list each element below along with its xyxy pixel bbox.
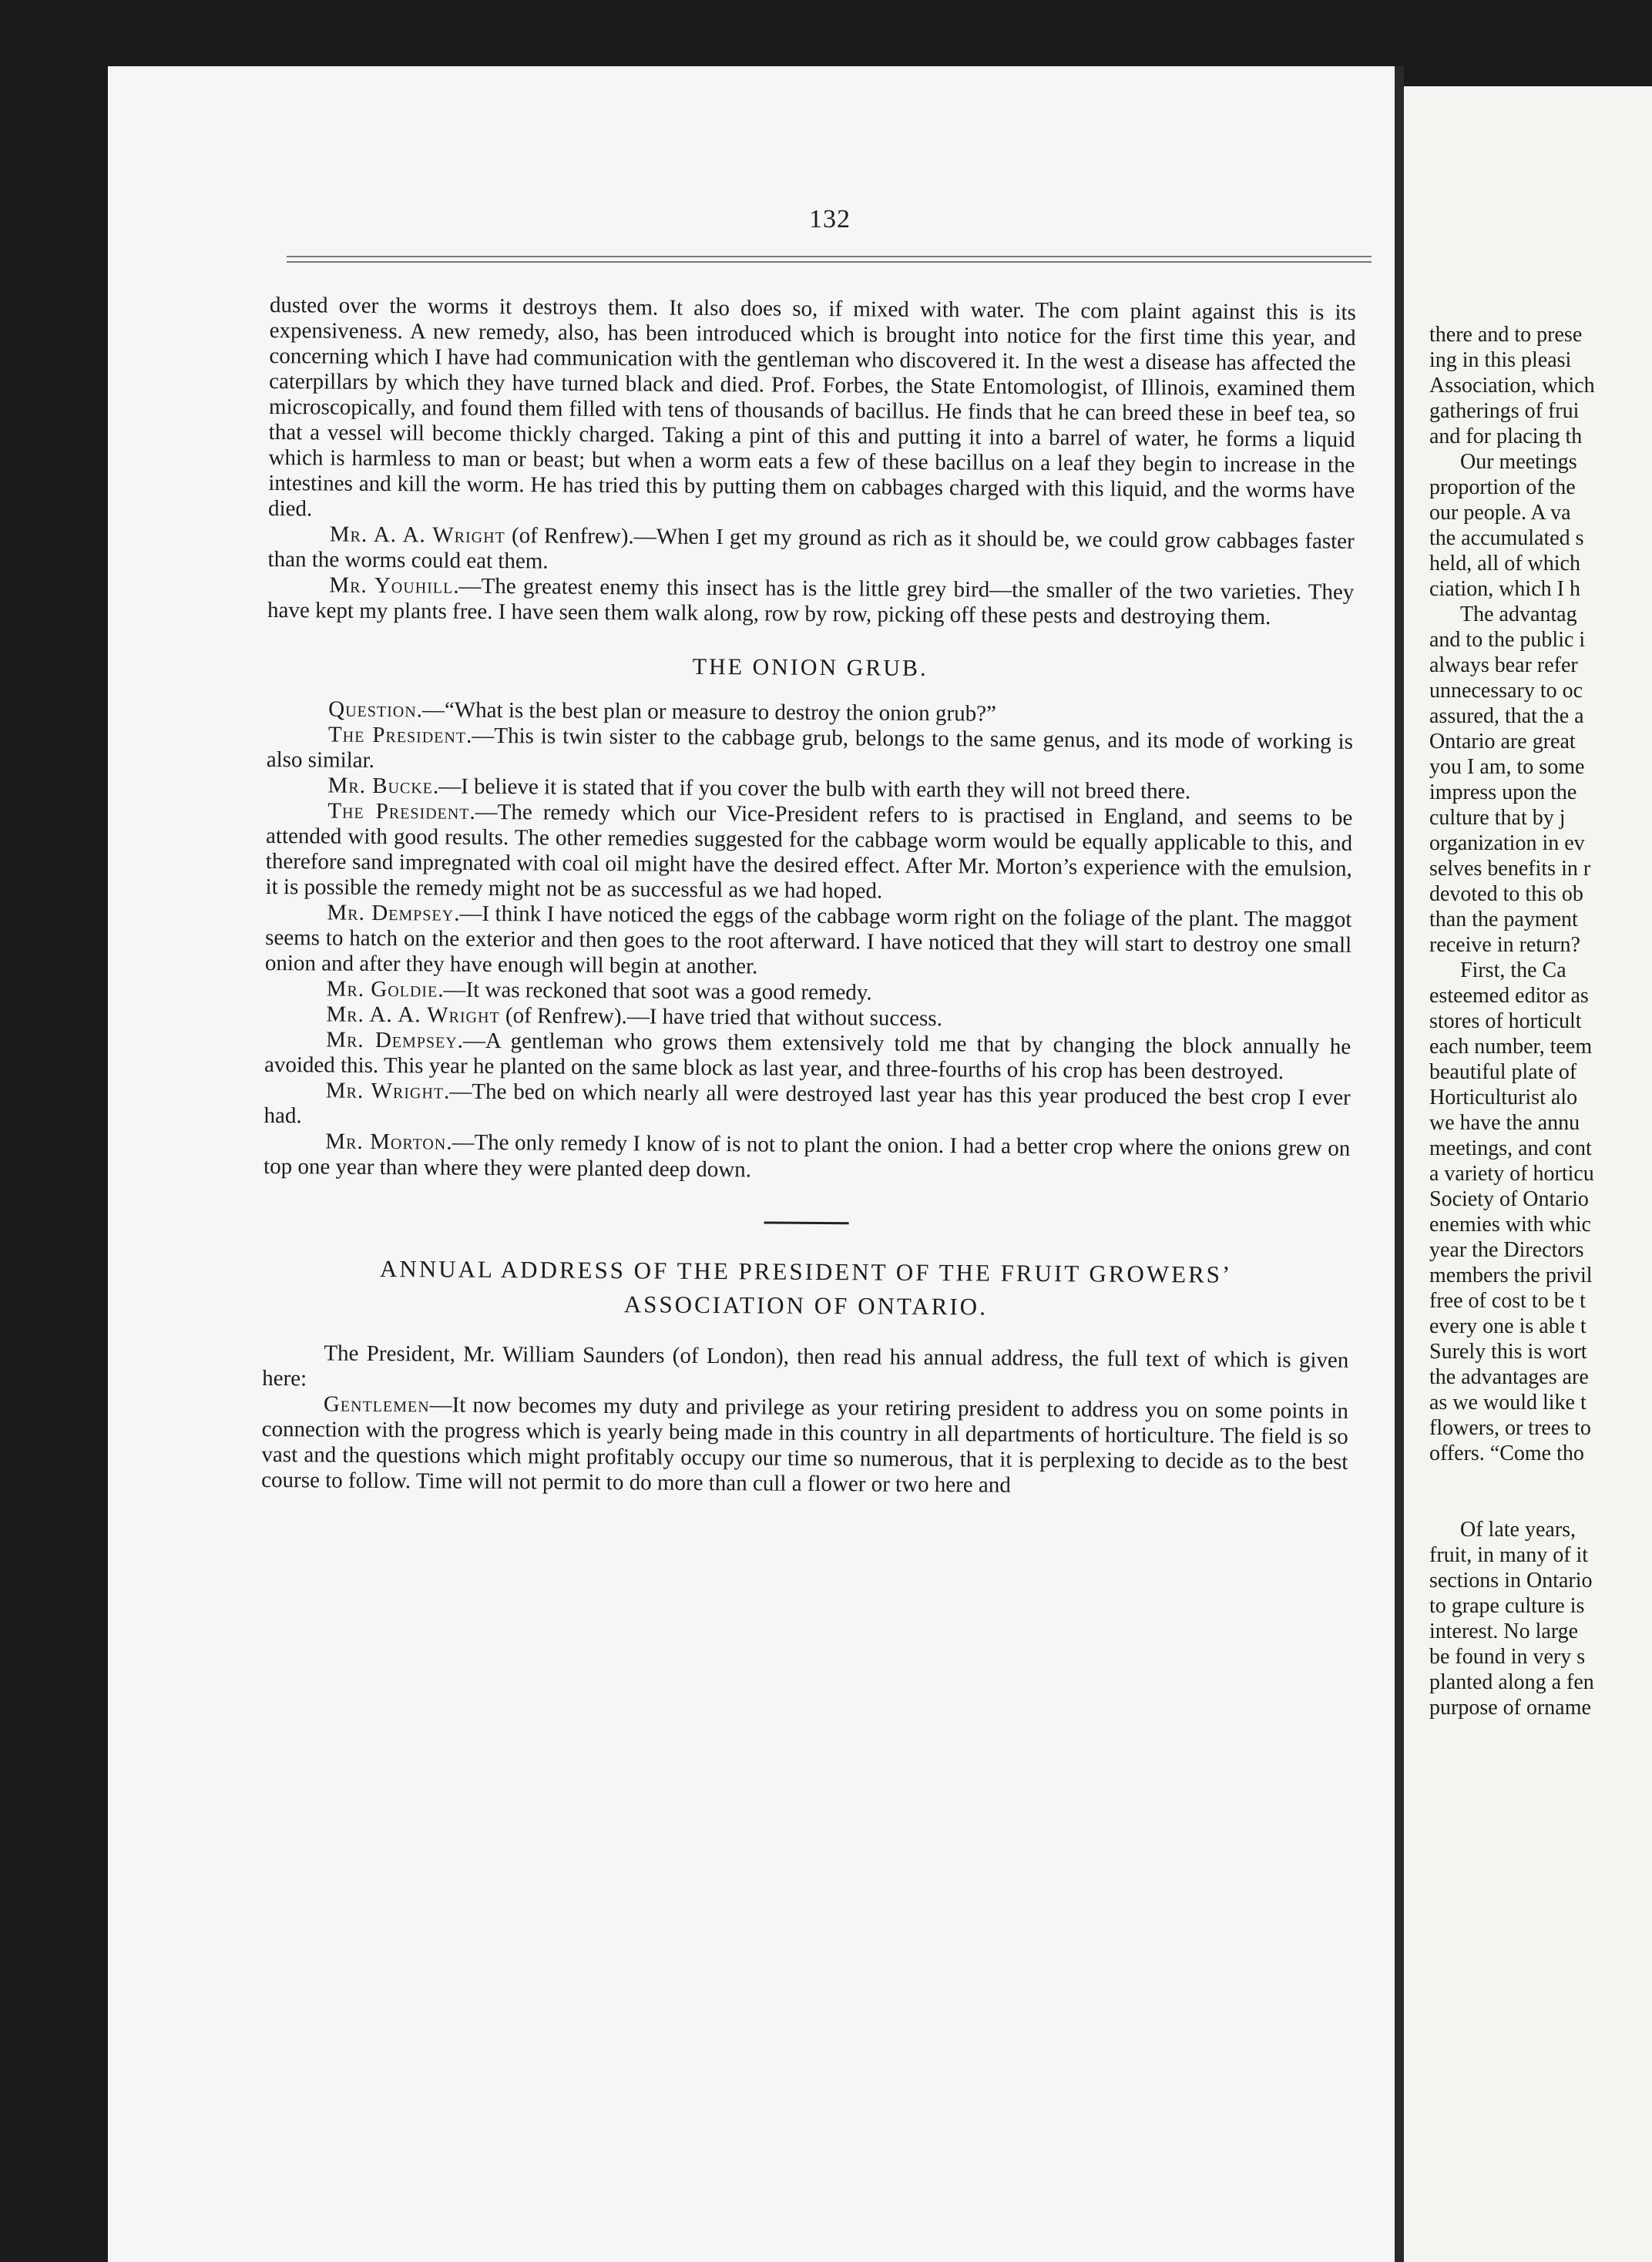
dialogue-entry [267,522,1354,580]
cabbage-discussion [267,522,1355,631]
right-page-line: our people. A va [1429,501,1571,525]
speaker-detail: .— [416,697,445,723]
right-page-line: each number, teem [1429,1035,1593,1059]
speaker-name: The President [327,798,470,824]
right-page-line: Horticulturist alo [1429,1086,1578,1109]
right-page-line: enemies with whic [1429,1213,1591,1237]
right-page-line: a variety of horticu [1429,1162,1594,1186]
right-page-line: stores of horticult [1429,1009,1582,1033]
address-title-line-1: ANNUAL ADDRESS OF THE PRESIDENT OF THE FRUIT GROWERS’ [379,1255,1233,1288]
speaker-detail: .— [469,799,498,825]
right-page-line: assured, that the a [1429,704,1584,728]
right-bottom-block [1429,1517,1652,1720]
right-page-line: interest. No large [1429,1619,1579,1643]
address-body: —It now becomes my duty and privilege as your retiring president to address you on some points in connection with the progress which is yearly being made in this country in all departments of horticulture. The field is so vast and the questions which might profitably occupy our time so numerous, that it is perplexing to decide as to the best course to follow. Time will not permit to do more than cull a flower or two here and [261,1392,1349,1498]
right-page-line: Association, which [1429,374,1595,398]
right-page-line: devoted to this ob [1429,882,1583,906]
speaker-detail: .— [457,1028,486,1053]
speaker-name: Mr. A. A. Wright [326,1002,500,1029]
dialogue-entry [265,900,1352,984]
speech-text: When I get my ground as rich as it should be, we could grow cabbages faster than the worms could eat them. [267,524,1355,574]
right-page-line: you I am, to some [1429,755,1585,779]
onion-grub-discussion [264,696,1353,1187]
speech-text: I think I have noticed the eggs of the cabbage worm right on the foliage of the plant. The maggot seems to hatch on the exterior and then goes to the root afterward. I have noticed that they will start to destroy one small onion and after they have enough will begin at another. [264,901,1352,979]
right-page-line: purpose of orname [1429,1696,1591,1720]
address-title [263,1251,1350,1327]
address-opening [261,1391,1348,1501]
right-page-line: First, the Ca [1460,958,1566,982]
speaker-name: Mr. A. A. Wright [329,522,505,549]
right-page-line: Ontario are great [1429,730,1576,753]
dialogue-entry [264,1129,1350,1187]
right-page-line: The advantag [1460,602,1577,626]
right-page-line: culture that by j [1429,806,1566,830]
right-page-line: every one is able t [1429,1314,1587,1338]
right-page-line: Our meetings [1460,450,1577,474]
right-page-text [1429,322,1652,1720]
right-page-line: Of late years, [1460,1518,1576,1542]
right-page-line: the advantages are [1429,1365,1589,1389]
right-page-line: esteemed editor as [1429,984,1589,1008]
right-page-line: planted along a fen [1429,1670,1594,1694]
speaker-name: Mr. Goldie [326,976,438,1002]
right-page-line: gatherings of frui [1429,399,1580,423]
dialogue-entry [267,572,1354,631]
right-page-line: sections in Ontario [1429,1569,1593,1592]
right-page-line: we have the annu [1429,1111,1580,1135]
right-page-line: as we would like t [1429,1391,1587,1415]
speaker-detail: .— [438,977,466,1002]
right-page-line: ciation, which I h [1429,577,1580,601]
left-page-body [261,293,1356,1501]
dialogue-entry [264,1078,1350,1136]
section-divider [764,1222,849,1225]
speech-text: This is twin sister to the cabbage grub, belongs to the same genus, and its mode of working is also similar. [266,723,1354,773]
speaker-detail: .— [443,1079,472,1104]
address-salutation: Gentlemen [323,1391,430,1418]
dialogue-entry [264,1027,1351,1086]
speaker-name: Question [328,696,417,723]
speech-text: A gentleman who grows them extensively told me that by changing the block annually he avoided this. This year he planted on the same block as last year, and three-fourths of his crop has been destroyed. [264,1028,1351,1085]
speaker-name: The President [327,722,467,748]
right-page-line: offers. “Come tho [1429,1441,1584,1465]
speech-text: The remedy which our Vice-President refers to is practised in England, and seems to be attended with good results. The other remedies suggested for the cabbage worm would be equally applicable to this, and therefore sand impregnated with coal oil might have the desired effect. After Mr. Morton’s experience with the emulsion, it is possible the remedy might not be as successful as we had hoped. [265,800,1353,904]
speaker-name: Mr. Dempsey [327,900,455,926]
right-page-line: always bear refer [1429,653,1578,677]
header-rule [287,256,1372,263]
right-page-line: fruit, in many of it [1429,1543,1589,1567]
right-page-line: organization in ev [1429,831,1585,855]
right-page-line: free of cost to be t [1429,1289,1586,1313]
right-page-line: Surely this is wort [1429,1340,1587,1364]
speaker-name: Mr. Bucke [327,773,434,799]
right-page-line: to grape culture is [1429,1594,1585,1618]
right-page-line: year the Directors [1429,1238,1584,1262]
speaker-detail: .— [453,573,482,599]
speaker-detail: .— [465,723,495,749]
dialogue-entry [265,798,1352,908]
page-number: 132 [809,205,851,233]
section-title-onion-grub: THE ONION GRUB. [692,653,928,681]
right-page-line: than the payment [1429,908,1578,931]
book-gutter [1395,66,1404,2262]
speaker-name: Mr. Wright [325,1078,445,1104]
right-page-line: be found in very s [1429,1645,1586,1669]
right-page-line: Society of Ontario [1429,1187,1589,1211]
speaker-detail: (of Renfrew).— [505,523,656,549]
speech-text: The bed on which nearly all were destroyed last year has this year produced the best crop I ever had. [264,1079,1351,1129]
right-page-line: ing in this pleasi [1429,348,1572,372]
speech-text: The greatest enemy this insect has is the little grey bird—the smaller of the two varieties. They have kept my plants free. I have seen them walk along, row by row, picking off these pests and destroying them. [267,573,1355,630]
right-page-line: impress upon the [1429,780,1577,804]
right-page-line: there and to prese [1429,323,1583,347]
speech-text: I believe it is stated that if you cover the bulb with earth they will not breed there. [461,774,1191,804]
right-page-line: and to the public i [1429,628,1586,652]
right-page-line: the accumulated s [1429,526,1584,550]
speaker-name: Mr. Dempsey [326,1027,458,1053]
speaker-detail: (of Renfrew).— [499,1003,650,1029]
right-page-line: receive in return? [1429,933,1580,957]
speech-text: It was reckoned that soot was a good remedy. [465,977,872,1005]
intro-paragraph: dusted over the worms it destroys them. It also does so, if mixed with water. The com plaint against this is its expensiveness. A new remedy, also, has been introduced which is brought into notice for the first time this year, and concerning which I have had communication with the gentleman who discovered it. In the west a disease has affected the caterpillars by which they have turned black and died. Prof. Forbes, the State Entomologist, of Illinois, examined them microscopically, and found them filled with tens of thousands of bacillus. He finds that he can breed these in beef tea, so that a vessel will become thickly charged. Taking a pint of this and putting it into a barrel of water, he forms a liquid which is harmless to man or beast; but when a worm eats a few of these bacillus on a leaf they begin to increase in the intestines and kill the worm. He has tried this by putting them on cabbages charged with this liquid, and the worms have died. [267,293,1356,522]
speech-text: The only remedy I know of is not to plant the onion. I had a better crop where the onions grew on top one year than where they were planted deep down. [263,1129,1351,1183]
speaker-detail: .— [432,774,462,799]
right-page-line: and for placing th [1429,425,1583,448]
right-page-line: held, all of which [1429,552,1580,576]
speaker-name: Mr. Youhill [329,572,454,599]
right-top-block [1429,322,1652,449]
speech-text: “What is the best plan or measure to destroy the onion grub?” [444,697,997,727]
right-page-line: members the privil [1429,1264,1593,1287]
right-page-line: flowers, or trees to [1429,1416,1591,1440]
speaker-detail: .— [446,1129,475,1155]
speech-text: I have tried that without success. [649,1004,943,1032]
dialogue-entry [267,722,1353,780]
speaker-name: Mr. Morton [325,1129,447,1155]
right-page-line: unnecessary to oc [1429,679,1583,703]
address-title-line-2: ASSOCIATION OF ONTARIO. [623,1290,989,1321]
right-page-line: meetings, and cont [1429,1136,1592,1160]
right-mid-block [1429,449,1652,1466]
address-intro: The President, Mr. William Saunders (of London), then read his annual address, the full text of which is given here: [262,1341,1349,1391]
speaker-detail: .— [454,901,482,926]
right-page-line: selves benefits in r [1429,857,1591,881]
right-page-line: proportion of the [1429,475,1576,499]
right-page-line: beautiful plate of [1429,1060,1577,1084]
